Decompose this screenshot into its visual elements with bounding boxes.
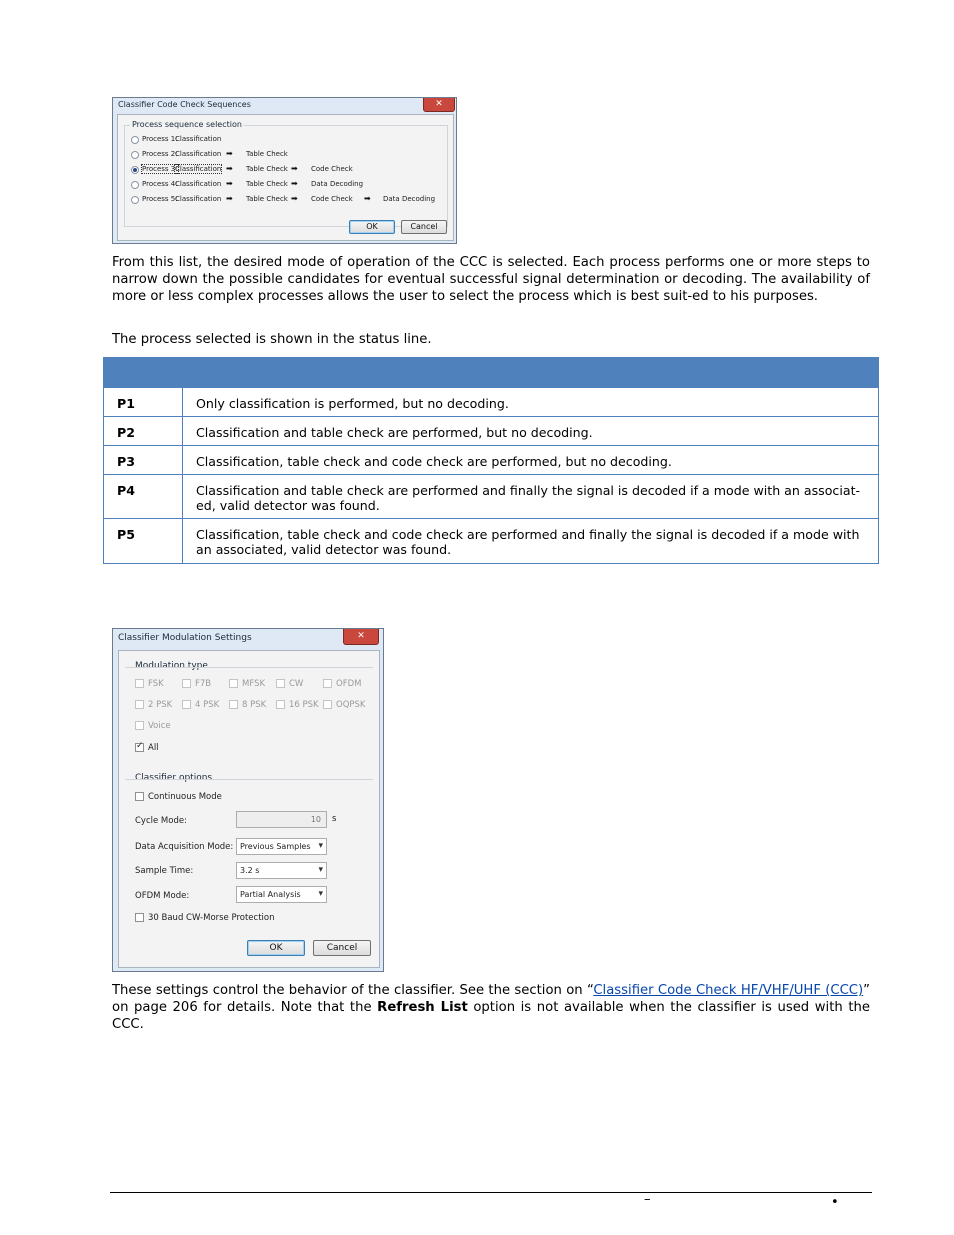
process-key: P2 — [104, 417, 183, 446]
process-key: P5 — [104, 519, 183, 564]
all-label: All — [148, 743, 159, 753]
process-step: Data Decoding — [311, 180, 364, 188]
ok-button[interactable]: OK — [349, 220, 395, 234]
modulation-settings-dialog — [112, 628, 384, 972]
cycle-unit-label: s — [332, 814, 337, 824]
settings-paragraph — [112, 982, 870, 1033]
footer-rule — [110, 1192, 872, 1193]
arrow-right-icon: ➡ — [226, 179, 233, 188]
process-name: Process 1: — [142, 135, 178, 143]
process-name: Process 3: — [142, 165, 178, 173]
intro-paragraph: From this list, the desired mode of operation of the CCC is selected. Each process performs one or more steps to narrow down the possible candidates for eventual successful signal determination or decoding. The availability of more or less complex processes allows the user to select the process which is best suit-ed to his purposes. — [112, 255, 870, 304]
dialog-body — [118, 650, 380, 968]
process-step: Code Check — [311, 165, 353, 173]
modulation-checkbox[interactable] — [323, 679, 332, 688]
text-mid: ” on page 206 for details. Note that the — [112, 983, 870, 1015]
table-row — [104, 417, 879, 446]
table-row — [104, 388, 879, 417]
process-name: Process 4: — [142, 180, 178, 188]
ok-button[interactable]: OK — [247, 940, 305, 956]
data-acquisition-label: Data Acquisition Mode: — [135, 842, 234, 852]
arrow-right-icon: ➡ — [291, 179, 298, 188]
close-icon[interactable]: ✕ — [343, 629, 379, 645]
process-radio[interactable] — [131, 136, 139, 144]
modulation-checkbox[interactable] — [182, 700, 191, 709]
process-description: Only classification is performed, but no decoding. — [183, 388, 879, 417]
modulation-label: OQPSK — [336, 700, 366, 710]
process-step: Table Check — [246, 180, 288, 188]
table-row — [104, 446, 879, 475]
sample-time-select[interactable]: 3.2 s ▾ — [236, 862, 327, 879]
process-step: Table Check — [246, 150, 288, 158]
process-table — [103, 357, 879, 564]
process-name: Process 5: — [142, 195, 178, 203]
process-step: Classification — [175, 150, 222, 158]
process-step: Classification — [175, 135, 222, 143]
arrow-right-icon: ➡ — [226, 194, 233, 203]
footer-bullet: • — [831, 1195, 839, 1210]
group-label: Process sequence selection — [132, 120, 242, 129]
process-sequence-dialog — [112, 97, 457, 244]
process-step: Data Decoding — [383, 195, 436, 203]
text-before: These settings control the behavior of the classifier. See the section on “ — [112, 983, 594, 998]
ofdm-mode-label: OFDM Mode: — [135, 891, 190, 901]
process-radio[interactable] — [131, 151, 139, 159]
process-description: Classification and table check are performed and finally the signal is decoded if a mode with an associat-ed, valid detector was found. — [183, 475, 879, 519]
arrow-right-icon: ➡ — [226, 149, 233, 158]
arrow-right-icon: ➡ — [291, 194, 298, 203]
table-row — [104, 475, 879, 519]
cycle-mode-label: Cycle Mode: — [135, 816, 187, 826]
table-header — [104, 358, 879, 388]
modulation-label: F7B — [195, 679, 212, 689]
continuous-mode-checkbox[interactable] — [135, 792, 144, 801]
modulation-checkbox[interactable] — [276, 700, 285, 709]
options-group-box — [125, 779, 373, 781]
arrow-right-icon: ➡ — [364, 194, 371, 203]
modulation-label: CW — [289, 679, 304, 689]
modulation-label: 4 PSK — [195, 700, 220, 710]
arrow-right-icon: ➡ — [226, 164, 233, 173]
process-radio[interactable] — [131, 196, 139, 204]
modulation-checkbox[interactable] — [229, 679, 238, 688]
dialog-body — [117, 114, 454, 241]
process-description: Classification, table check and code check are performed and finally the signal is decoded if a mode with an associated, valid detector was found. — [183, 519, 879, 564]
modulation-label: FSK — [148, 679, 164, 689]
refresh-list-term: Refresh List — [377, 1000, 468, 1015]
table-row — [104, 519, 879, 564]
process-step: Code Check — [311, 195, 353, 203]
close-icon[interactable]: ✕ — [423, 98, 455, 112]
dialog-title: Classifier Modulation Settings — [118, 633, 252, 643]
text-after: option is not available when the classifier is used with the CCC. — [112, 1000, 870, 1032]
cancel-button[interactable]: Cancel — [313, 940, 371, 956]
process-radio[interactable] — [131, 181, 139, 189]
data-acquisition-select[interactable]: Previous Samples ▾ — [236, 838, 327, 855]
process-step: Table Check — [246, 195, 288, 203]
modulation-label: OFDM — [336, 679, 362, 689]
modulation-label: 8 PSK — [242, 700, 267, 710]
process-key: P4 — [104, 475, 183, 519]
process-name: Process 2: — [142, 150, 178, 158]
cancel-button[interactable]: Cancel — [401, 220, 447, 234]
voice-label: Voice — [148, 721, 171, 731]
modulation-checkbox[interactable] — [135, 679, 144, 688]
process-step: Classification — [175, 165, 222, 173]
cw-morse-checkbox[interactable] — [135, 913, 144, 922]
voice-checkbox[interactable] — [135, 721, 144, 730]
process-step: Classification — [175, 195, 222, 203]
modulation-label: MFSK — [242, 679, 266, 689]
process-key: P3 — [104, 446, 183, 475]
modulation-label: 2 PSK — [148, 700, 173, 710]
section-link[interactable]: Classifier Code Check HF/VHF/UHF (CCC) — [593, 983, 864, 998]
cw-morse-label: 30 Baud CW-Morse Protection — [148, 913, 275, 923]
ofdm-mode-select[interactable]: Partial Analysis ▾ — [236, 886, 327, 903]
modulation-checkbox[interactable] — [276, 679, 285, 688]
dialog-title: Classifier Code Check Sequences — [118, 100, 251, 109]
modulation-checkbox[interactable] — [135, 700, 144, 709]
modulation-checkbox[interactable] — [323, 700, 332, 709]
modulation-checkbox[interactable] — [182, 679, 191, 688]
process-radio[interactable] — [131, 166, 139, 174]
continuous-mode-label: Continuous Mode — [148, 792, 222, 802]
process-step: Classification — [175, 180, 222, 188]
cycle-mode-input[interactable]: 10 — [236, 811, 327, 828]
arrow-right-icon: ➡ — [291, 164, 298, 173]
process-step: Table Check — [246, 165, 288, 173]
status-paragraph: The process selected is shown in the status line. — [112, 332, 432, 347]
options-group-label: Classifier options — [135, 773, 213, 783]
process-description: Classification, table check and code check are performed, but no decoding. — [183, 446, 879, 475]
modulation-group-label: Modulation type — [135, 661, 208, 671]
modulation-checkbox[interactable] — [229, 700, 238, 709]
footer-dash: – — [644, 1192, 651, 1207]
modulation-label: 16 PSK — [289, 700, 319, 710]
process-key: P1 — [104, 388, 183, 417]
all-checkbox[interactable] — [135, 743, 144, 752]
process-description: Classification and table check are performed, but no decoding. — [183, 417, 879, 446]
sample-time-label: Sample Time: — [135, 866, 194, 876]
